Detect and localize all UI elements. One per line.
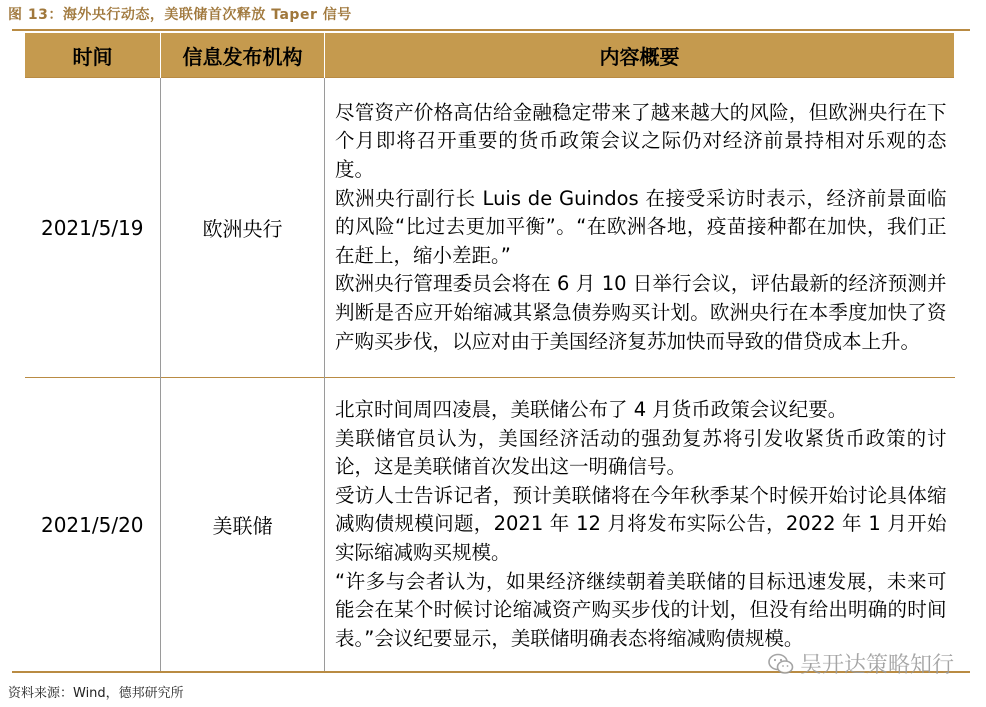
header-row	[25, 33, 955, 78]
figure-title: 图 13：海外央行动态，美联储首次释放 Taper 信号	[8, 7, 352, 23]
watermark-text: 吴开达策略知行	[799, 653, 954, 678]
row-org: 美联储	[161, 378, 325, 672]
row-time: 2021/5/19	[25, 78, 161, 378]
source-note: 资料来源：Wind，德邦研究所	[8, 686, 184, 701]
content-paragraph: 美联储官员认为，美国经济活动的强劲复苏将引发收紧货币政策的讨论，这是美联储首次发出这一明确信号。	[335, 426, 947, 479]
content-paragraph: 北京时间周四凌晨，美联储公布了 4 月货币政策会议纪要。	[335, 398, 848, 422]
table-row	[25, 78, 955, 378]
wechat-icon	[768, 653, 794, 675]
info-table	[24, 33, 955, 672]
top-rule	[12, 29, 970, 31]
row-time: 2021/5/20	[25, 378, 161, 672]
row-content	[325, 78, 955, 378]
header-content: 内容概要	[325, 33, 955, 78]
header-time: 时间	[25, 33, 161, 78]
header-org: 信息发布机构	[161, 33, 325, 78]
row-org: 欧洲央行	[161, 78, 325, 378]
content-paragraph: 欧洲央行管理委员会将在 6 月 10 日举行会议，评估最新的经济预测并判断是否应开始缩减其紧急债券购买计划。欧洲央行在本季度加快了资产购买步伐，以应对由于美国经济复苏加快而导致的借贷成本上升。	[335, 272, 947, 353]
row-content	[325, 378, 955, 672]
content-paragraph: “许多与会者认为，如果经济继续朝着美联储的目标迅速发展，未来可能会在某个时候讨论缩减资产购买步伐的计划，但没有给出明确的时间表。”会议纪要显示，美联储明确表态将缩减购债规模。	[335, 569, 947, 650]
content-paragraph: 受访人士告诉记者，预计美联储将在今年秋季某个时候开始讨论具体缩减购债规模问题，2021 年 12 月将发布实际公告，2022 年 1 月开始实际缩减购买规模。	[335, 483, 947, 565]
watermark	[768, 648, 954, 679]
table-row	[25, 378, 955, 672]
content-paragraph: 欧洲央行副行长 Luis de Guindos 在接受采访时表示，经济前景面临的风险“比过去更加平衡”。“在欧洲各地，疫苗接种都在加快，我们正在赶上，缩小差距。”	[335, 186, 947, 267]
content-paragraph: 尽管资产价格高估给金融稳定带来了越来越大的风险，但欧洲央行在下个月即将召开重要的货币政策会议之际仍对经济前景持相对乐观的态度。	[335, 100, 947, 182]
